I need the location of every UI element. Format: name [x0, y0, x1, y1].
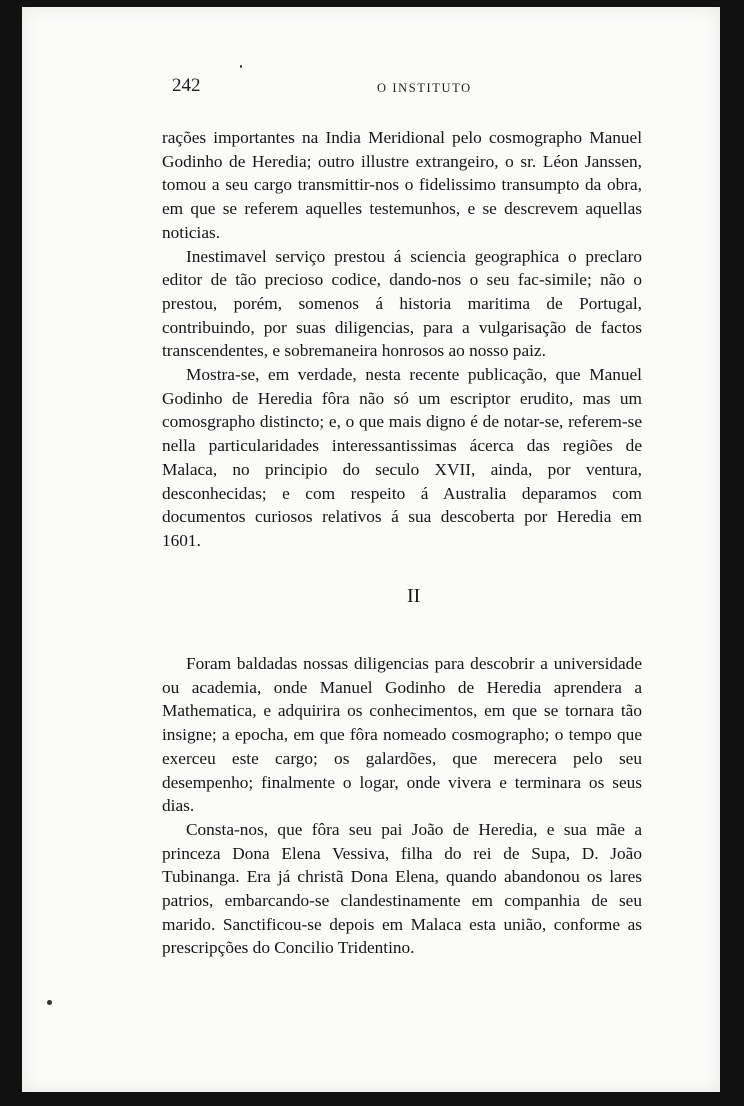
section-1-text — [162, 126, 642, 553]
page-header — [172, 75, 662, 105]
section-2-text — [162, 652, 642, 960]
paragraph: Mostra-se, em verdade, nesta recente publicação, que Manuel Godinho de Heredia fôra não só um escriptor erudito, mas um comosgrapho distincto; e, o que mais digno é de notar-se, referem-se nella particularidades interessantissimas ácerca das regiões de Malaca, no principio do seculo XVII, ainda, por ventura, desconhecidas; e com respeito á Australia deparamos com documentos curiosos relativos á sua descoberta por Heredia em 1601. — [162, 365, 642, 550]
running-title: O INSTITUTO — [377, 81, 472, 95]
book-page — [22, 7, 720, 1092]
section-heading: II — [407, 585, 421, 607]
ink-speck — [47, 1000, 52, 1005]
paragraph-continuation: rações importantes na India Meridional pelo cosmographo Manuel Godinho de Heredia; outro illustre extrangeiro, o sr. Léon Janssen, tomou a seu cargo transmittir-nos o fidelissimo transumpto da obra, em que se referem aquelles testemunhos, e se descrevem aquellas noticias. — [162, 128, 642, 242]
paragraph: Foram baldadas nossas diligencias para descobrir a universidade ou academia, onde Manuel Godinho de Heredia aprendera a Mathematica, e adquirira os conhecimentos, em que se tornara tão insigne; a epocha, em que fôra nomeado cosmographo; o tempo que exerceu este cargo; os galardões, que merecera pelo seu desempenho; finalmente o logar, onde vivera e terminara os seus dias. — [162, 654, 642, 816]
paragraph: Consta-nos, que fôra seu pai João de Heredia, e sua mãe a princeza Dona Elena Vessiva, filha do rei de Supa, D. João Tubinanga. Era já christã Dona Elena, quando abandonou os lares patrios, embarcando-se clandestinamente em companhia de seu marido. Sanctificou-se depois em Malaca esta união, conforme as prescripções do Concilio Tridentino. — [162, 819, 642, 958]
paragraph: Inestimavel serviço prestou á sciencia geographica o preclaro editor de tão precioso codice, dando-nos o seu fac-simile; não o prestou, porém, somenos á historia maritima de Portugal, contribuindo, por suas diligencias, para a vulgarisação de factos transcendentes, e sobremaneira honrosos ao nosso paiz. — [162, 246, 642, 361]
ink-speck — [240, 65, 242, 68]
page-number: 242 — [172, 75, 201, 96]
